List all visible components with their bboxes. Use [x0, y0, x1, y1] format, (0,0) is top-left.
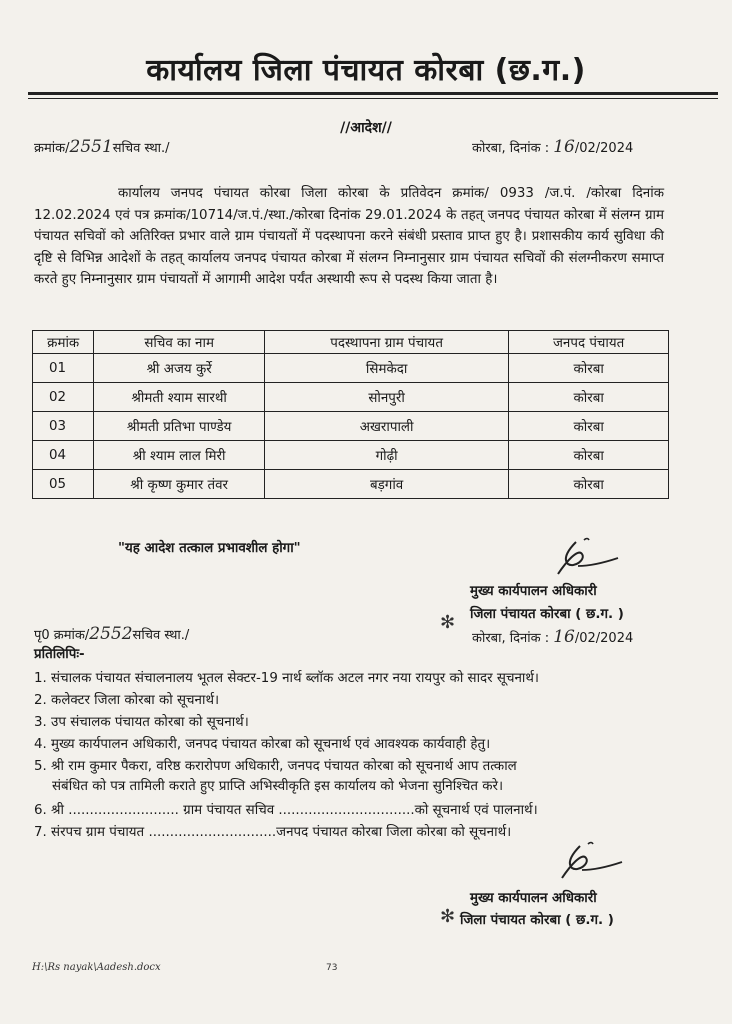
- endorsement-ref-prefix: पृ0 क्रमांक/: [34, 628, 90, 643]
- initial-mark-icon: ✻: [440, 612, 456, 633]
- officer-title-1: मुख्य कार्यपालन अधिकारी: [470, 584, 597, 599]
- endorsement-reference: [34, 624, 189, 644]
- copy-item: 2. कलेक्टर जिला कोरबा को सूचनार्थ।: [34, 693, 220, 708]
- cell-serial: 04: [33, 441, 94, 470]
- header-gram-panchayat: पदस्थापना ग्राम पंचायत: [264, 331, 508, 354]
- cell-gram-panchayat: सिमकेदा: [264, 354, 508, 383]
- copy-item-continued: संबंधित को पत्र तामिली कराते हुए प्राप्ति अभिस्वीकृति इस कार्यालय को भेजना सुनिश्चित करे।: [52, 779, 504, 794]
- cell-gram-panchayat: अखरापाली: [264, 412, 508, 441]
- cell-secretary-name: श्रीमती श्याम सारथी: [94, 383, 265, 412]
- copy-to-title: प्रतिलिपिः-: [34, 647, 85, 662]
- copy-item: 1. संचालक पंचायत संचालनालय भूतल सेक्टर-19 नार्थ ब्लॉक अटल नगर नया रायपुर को सादर सूचनार्थ।: [34, 671, 539, 686]
- order-heading: //आदेश//: [340, 120, 392, 136]
- header-secretary-name: सचिव का नाम: [94, 331, 265, 354]
- ref-suffix: सचिव स्था./: [112, 141, 170, 156]
- endorsement-date-day: 16: [553, 627, 575, 647]
- cell-serial: 03: [33, 412, 94, 441]
- cell-secretary-name: श्री श्याम लाल मिरी: [94, 441, 265, 470]
- copy-item: 5. श्री राम कुमार पैकरा, वरिष्ठ करारोपण अधिकारी, जनपद पंचायत कोरबा को सूचनार्थ आप तत्काल: [34, 759, 517, 774]
- cell-gram-panchayat: सोनपुरी: [264, 383, 508, 412]
- officer-signature-1: [548, 536, 628, 580]
- order-date: [472, 137, 633, 157]
- cell-serial: 05: [33, 470, 94, 499]
- cell-gram-panchayat: गोढ़ी: [264, 441, 508, 470]
- copy-item: 7. संरपच ग्राम पंचायत ..............................जनपद पंचायत कोरबा जिला कोरबा को सूचनार्थ।: [34, 825, 512, 840]
- order-body-text: कार्यालय जनपद पंचायत कोरबा जिला कोरबा के प्रतिवेदन क्रमांक/ 0933 /ज.पं. /कोरबा दिनांक 12.02.2024 एवं पत्र क्रमांक/10714/ज.पं./स्था./कोरबा दिनांक 29.01.2024 के तहत् जनपद पंचायत कोरबा में संलग्न ग्राम पंचायत सचिवों को अतिरिक्त प्रभार वाले ग्राम पंचायतों में पदस्थापना करने संबंधी प्रस्ताव प्राप्त हुए है। प्रशासकीय कार्य सुविधा की दृष्टि से विभिन्न आदेशों के तहत् कार्यालय जनपद पंचायत कोरबा में संलग्न निम्नानुसार ग्राम पंचायत सचिवों की संलग्नीकरण समाप्त करते हुए निम्नानुसार ग्राम पंचायतों में आगामी आदेश पर्यंत अस्थायी रूप से पदस्थ किया जाता है।: [34, 186, 664, 287]
- order-reference: [34, 137, 170, 157]
- endorsement-date: [472, 627, 633, 647]
- order-body: [34, 183, 664, 291]
- ref-number: 2551: [69, 137, 113, 157]
- cell-secretary-name: श्रीमती प्रतिभा पाण्डेय: [94, 412, 265, 441]
- officer-title-2: मुख्य कार्यपालन अधिकारी: [470, 891, 597, 906]
- header-rule-thick: [28, 92, 718, 95]
- table-row: [33, 412, 669, 441]
- table-row: [33, 383, 669, 412]
- cell-janpad-panchayat: कोरबा: [509, 470, 669, 499]
- endorsement-ref-suffix: सचिव स्था./: [132, 628, 190, 643]
- cell-gram-panchayat: बड़गांव: [264, 470, 508, 499]
- date-prefix: कोरबा, दिनांक :: [472, 141, 550, 156]
- cell-serial: 01: [33, 354, 94, 383]
- cell-janpad-panchayat: कोरबा: [509, 412, 669, 441]
- officer-office-1: जिला पंचायत कोरबा ( छ.ग. ): [470, 607, 624, 622]
- table-row: [33, 470, 669, 499]
- cell-janpad-panchayat: कोरबा: [509, 383, 669, 412]
- cell-serial: 02: [33, 383, 94, 412]
- header-serial: क्रमांक: [33, 331, 94, 354]
- cell-secretary-name: श्री कृष्ण कुमार तंवर: [94, 470, 265, 499]
- officer-office-2: जिला पंचायत कोरबा ( छ.ग. ): [460, 913, 614, 928]
- copy-item: 6. श्री .......................... ग्राम पंचायत सचिव ................................को सूचनार्थ एवं पालनार्थ।: [34, 803, 538, 818]
- copy-item: 4. मुख्य कार्यपालन अधिकारी, जनपद पंचायत कोरबा को सूचनार्थ एवं आवश्यक कार्यवाही हेतु।: [34, 737, 491, 752]
- file-path: H:\Rs nayak\Aadesh.docx: [32, 962, 161, 973]
- cell-janpad-panchayat: कोरबा: [509, 441, 669, 470]
- endorsement-date-prefix: कोरबा, दिनांक :: [472, 631, 550, 646]
- posting-table: [32, 330, 669, 499]
- effect-note: "यह आदेश तत्काल प्रभावशील होगा": [118, 541, 301, 556]
- cell-janpad-panchayat: कोरबा: [509, 354, 669, 383]
- header-janpad-panchayat: जनपद पंचायत: [509, 331, 669, 354]
- endorsement-ref-number: 2552: [89, 624, 133, 644]
- date-day: 16: [553, 137, 575, 157]
- header-rule-thin: [28, 98, 718, 99]
- copy-item: 3. उप संचालक पंचायत कोरबा को सूचनार्थ।: [34, 715, 249, 730]
- table-row: [33, 354, 669, 383]
- endorsement-date-month-year: /02/2024: [574, 631, 634, 646]
- cell-secretary-name: श्री अजय कुर्रे: [94, 354, 265, 383]
- page-mark: 73: [326, 963, 338, 973]
- table-header-row: [33, 331, 669, 354]
- officer-signature-2: [552, 840, 632, 884]
- date-month-year: /02/2024: [574, 141, 634, 156]
- ref-prefix: क्रमांक/: [34, 141, 70, 156]
- initial-mark-icon: ✻: [440, 906, 456, 927]
- office-title: कार्यालय जिला पंचायत कोरबा (छ.ग.): [146, 53, 586, 88]
- table-row: [33, 441, 669, 470]
